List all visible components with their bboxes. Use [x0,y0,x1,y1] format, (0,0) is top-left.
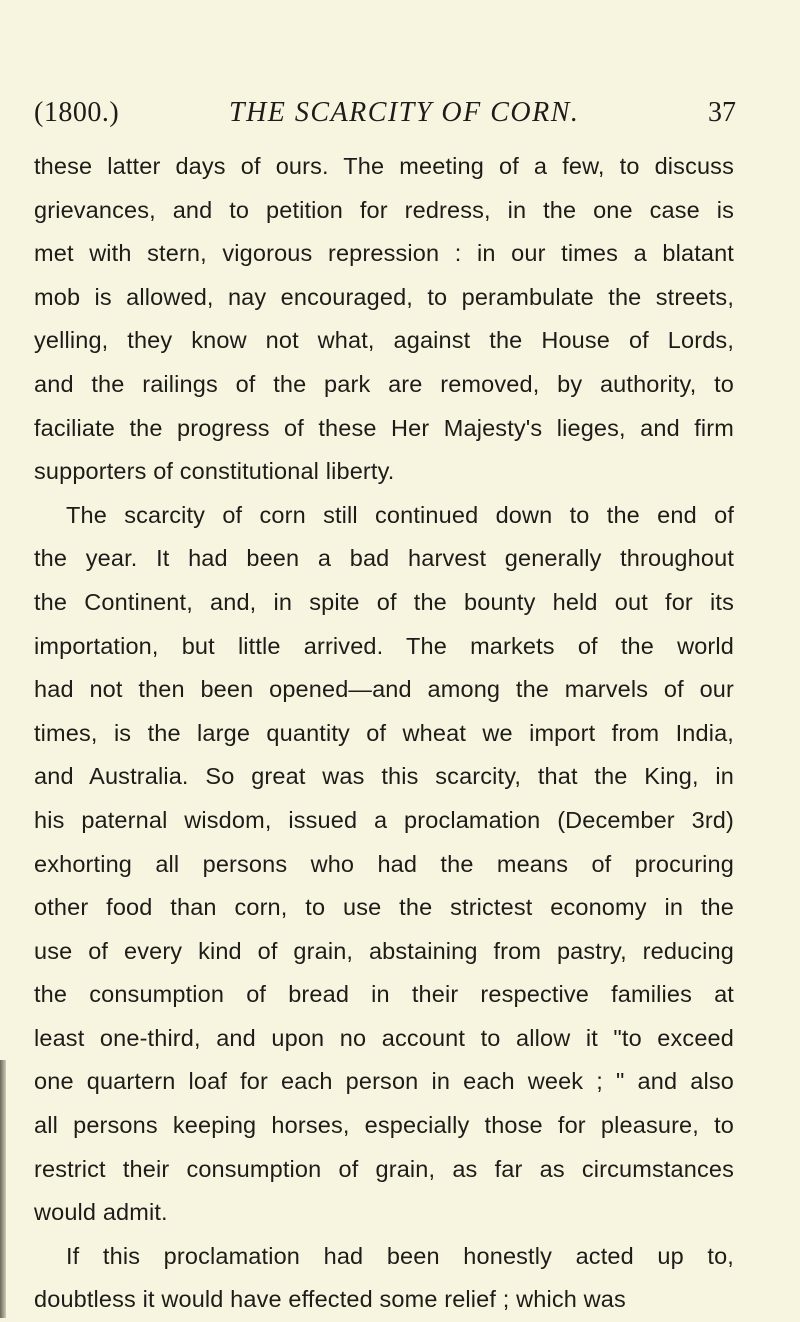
text-line: least one-third, and upon no account to allow it "to exceed [34,1024,734,1051]
text-line: mob is allowed, nay encouraged, to perambulate the streets, [34,283,734,310]
text-line: the year. It had been a bad harvest generally throughout [34,545,734,572]
text-line: times, is the large quantity of wheat we import from India, [34,719,734,746]
text-line: restrict their consumption of grain, as far as circumstances [34,1155,734,1182]
text-line: the Continent, and, in spite of the bounty held out for its [34,588,734,615]
text-line: these latter days of ours. The meeting of a few, to discuss [34,153,734,179]
page-edge-shadow [0,1060,6,1318]
header-year: (1800.) [34,97,120,128]
text-line: had not then been opened—and among the marvels of our [34,676,734,703]
text-line: the consumption of bread in their respective families at [34,981,734,1008]
text-line: and Australia. So great was this scarcity, that the King, in [34,763,734,790]
text-line: yelling, they know not what, against the House of Lords, [34,327,734,354]
body-text [34,145,734,1322]
text-line: importation, but little arrived. The markets of the world [34,632,734,659]
text-line: would admit. [34,1199,168,1226]
header-title: THE SCARCITY OF CORN. [229,97,580,128]
text-line: grievances, and to petition for redress, in the one case is [34,196,734,223]
text-line: and the railings of the park are removed, by authority, to [34,370,734,397]
text-line: all persons keeping horses, especially those for pleasure, to [34,1112,734,1139]
text-line: supporters of constitutional liberty. [34,458,395,485]
text-line: other food than corn, to use the strictest economy in the [34,894,734,921]
text-line: use of every kind of grain, abstaining from pastry, reducing [34,937,734,964]
text-line: one quartern loaf for each person in each week ; " and also [34,1068,734,1095]
page-number: 37 [708,97,736,128]
text-line: faciliate the progress of these Her Majesty's lieges, and firm [34,414,734,441]
text-line: his paternal wisdom, issued a proclamation (December 3rd) [34,806,734,833]
paragraph-start-line: The scarcity of corn still continued down to the end of [66,501,734,528]
text-line: met with stern, vigorous repression : in our times a blatant [34,240,734,267]
text-line: doubtless it would have effected some relief ; which was [34,1286,626,1313]
running-header [34,93,736,133]
text-line: exhorting all persons who had the means of procuring [34,850,734,877]
paragraph-start-line: If this proclamation had been honestly acted up to, [66,1242,734,1269]
